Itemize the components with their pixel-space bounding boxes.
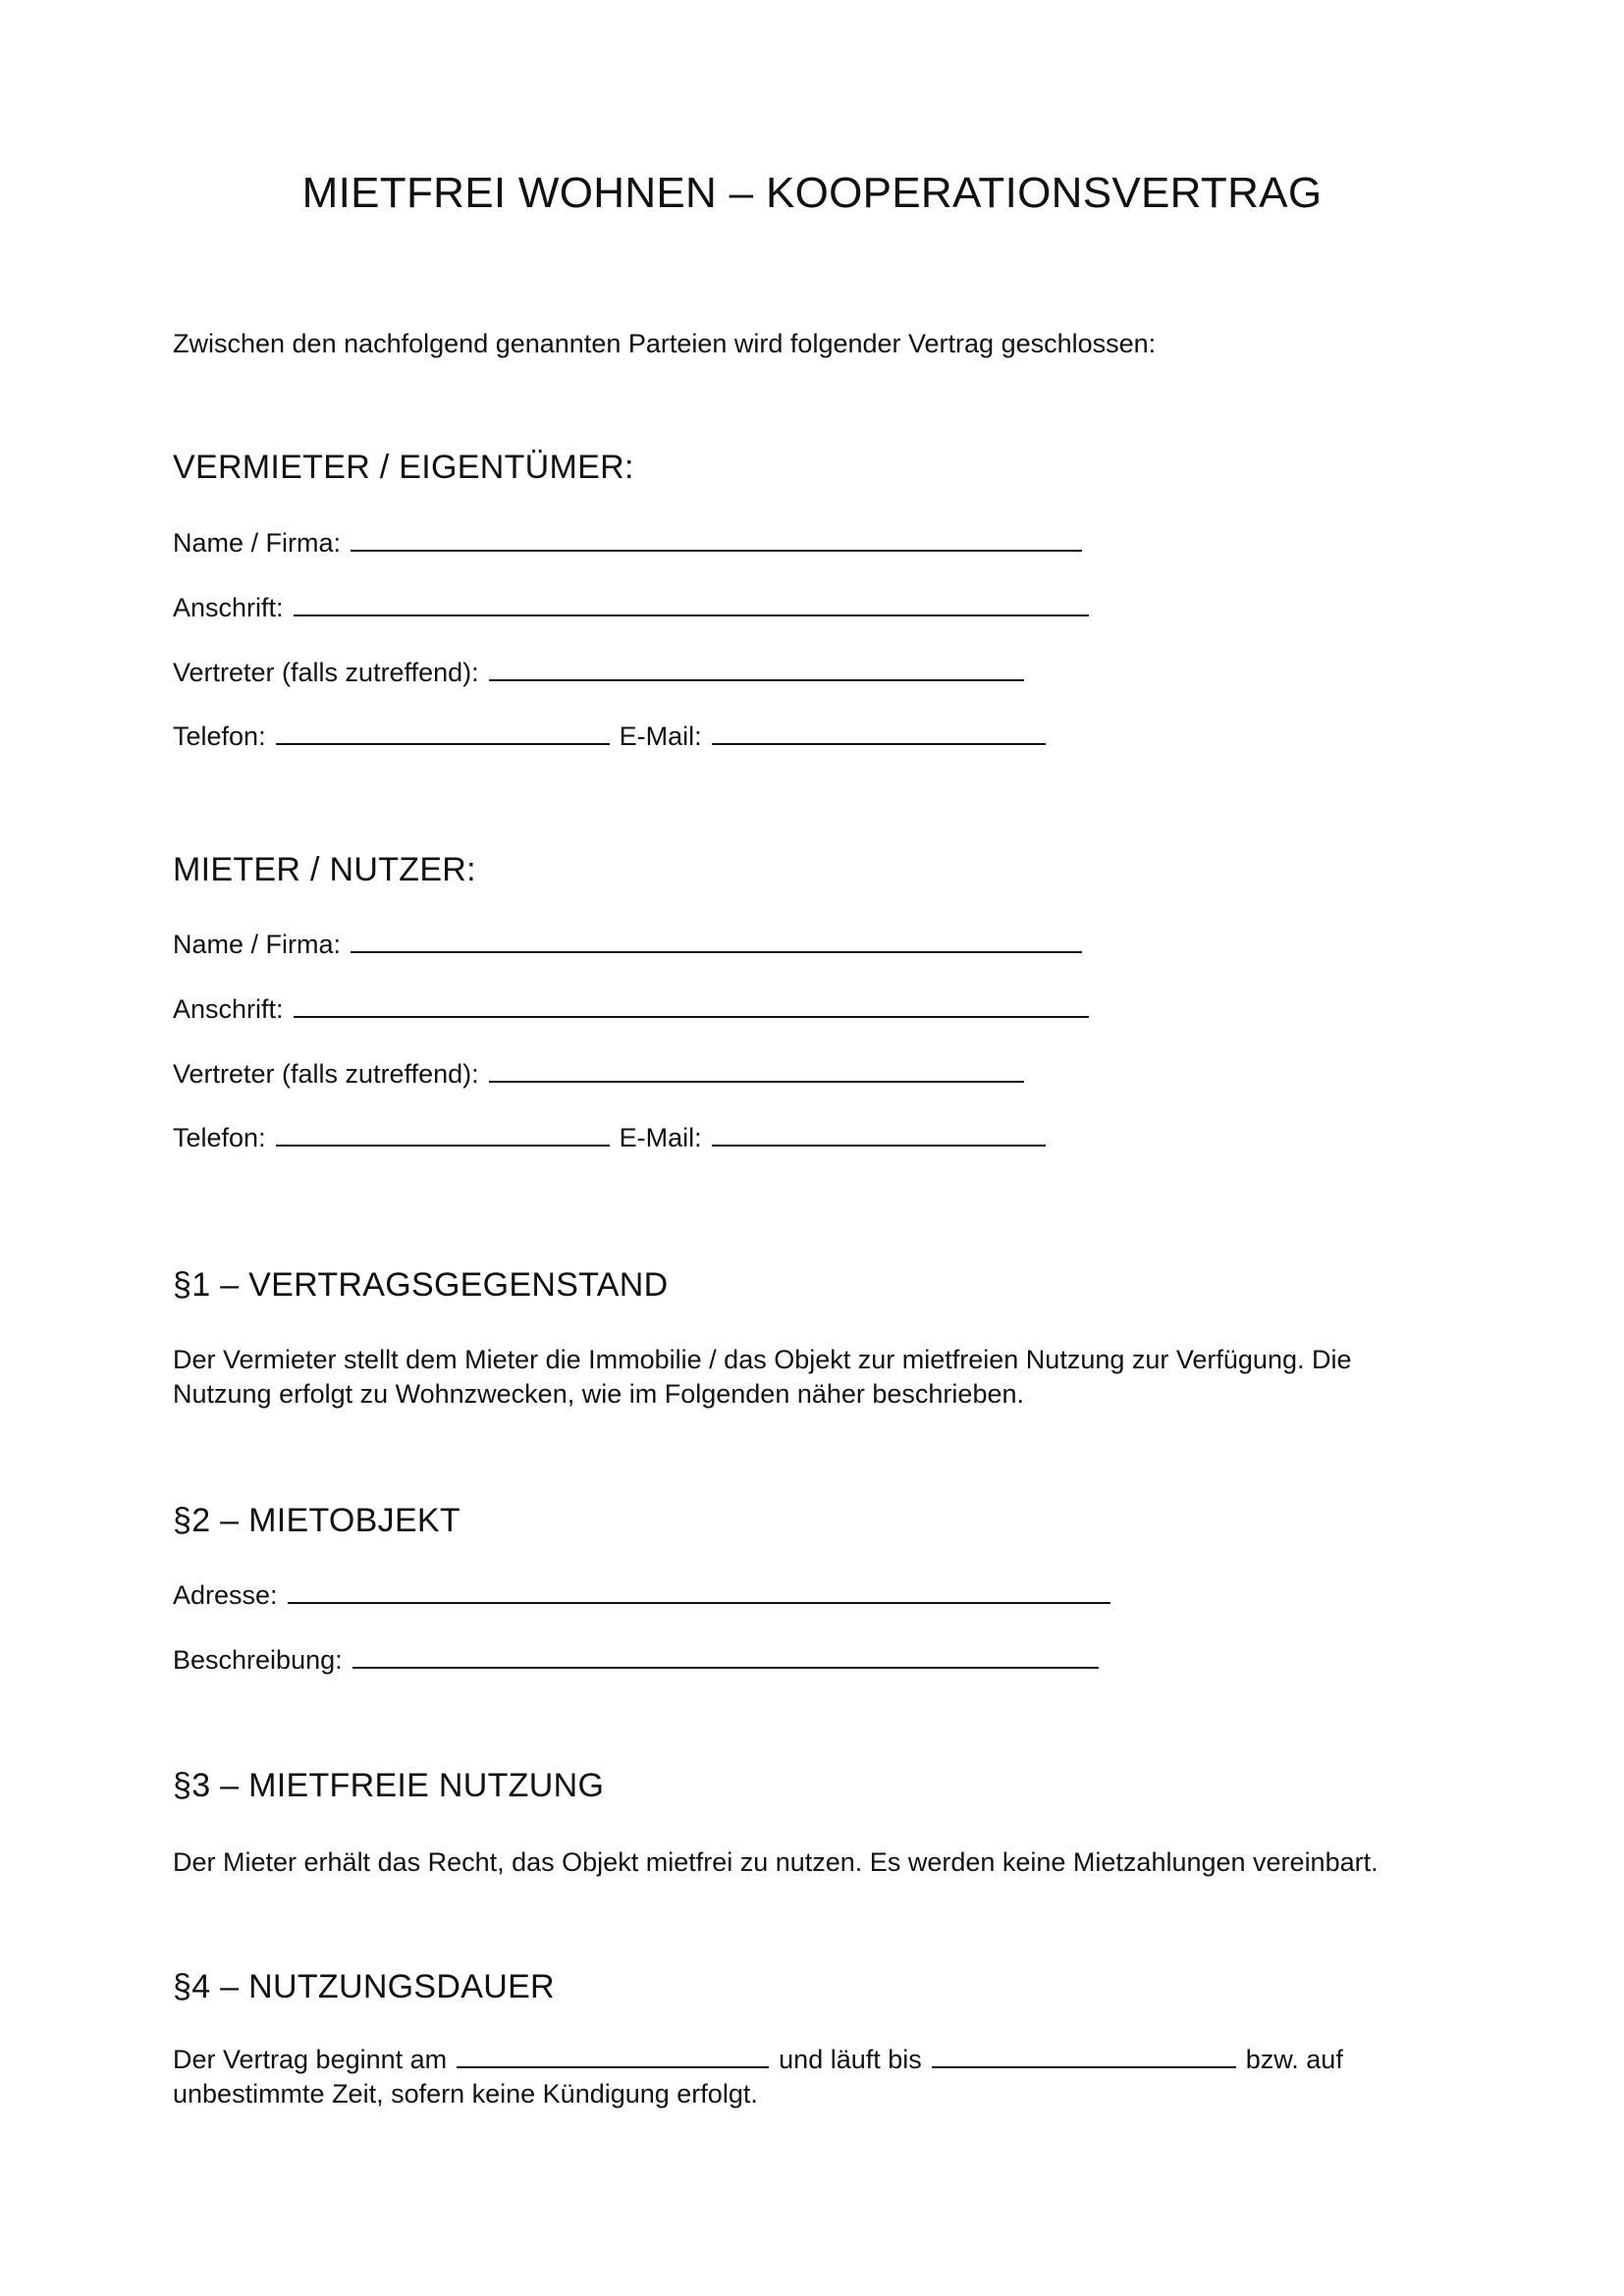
- intro-text: Zwischen den nachfolgend genannten Parteien wird folgender Vertrag geschlossen:: [173, 329, 1157, 358]
- section-4-heading: §4 – NUTZUNGSDAUER: [173, 1968, 555, 2005]
- tenant-name-field[interactable]: [351, 930, 1082, 953]
- duration-text-end: bzw. auf: [1245, 2045, 1343, 2074]
- duration-text-mid: und läuft bis: [779, 2045, 922, 2074]
- duration-row-2: unbestimmte Zeit, sofern keine Kündigung erfolgt.: [173, 2079, 758, 2109]
- object-description-row: [173, 1645, 1099, 1676]
- tenant-contact-row: [173, 1123, 1046, 1153]
- tenant-address-row: [173, 994, 1089, 1025]
- landlord-address-field[interactable]: [294, 593, 1089, 616]
- object-description-field[interactable]: [352, 1645, 1099, 1669]
- tenant-address-label: Anschrift:: [173, 994, 284, 1024]
- tenant-phone-label: Telefon:: [173, 1123, 266, 1152]
- section-2-heading: §2 – MIETOBJEKT: [173, 1502, 460, 1539]
- section-3-heading: §3 – MIETFREIE NUTZUNG: [173, 1767, 605, 1804]
- duration-text-start: Der Vertrag beginnt am: [173, 2045, 448, 2074]
- landlord-phone-field[interactable]: [276, 721, 610, 745]
- object-address-field[interactable]: [288, 1580, 1110, 1604]
- landlord-email-label: E-Mail:: [619, 721, 702, 751]
- section-3-text: Der Mieter erhält das Recht, das Objekt mietfrei zu nutzen. Es werden keine Mietzahlungen vereinbart.: [173, 1847, 1379, 1877]
- end-date-field[interactable]: [932, 2045, 1236, 2068]
- landlord-rep-row: [173, 658, 1024, 688]
- tenant-name-label: Name / Firma:: [173, 930, 342, 959]
- document-title: MIETFREI WOHNEN – KOOPERATIONSVERTRAG: [301, 169, 1323, 217]
- landlord-name-row: [173, 528, 1082, 559]
- section-1-heading: §1 – VERTRAGSGEGENSTAND: [173, 1266, 669, 1304]
- landlord-phone-label: Telefon:: [173, 721, 266, 751]
- tenant-rep-label: Vertreter (falls zutreffend):: [173, 1059, 479, 1089]
- section-1-text: Der Vermieter stellt dem Mieter die Immobilie / das Objekt zur mietfreien Nutzung zur Verfügung. Die Nutzung erfolgt zu Wohnzwecken, wie im Folgenden näher beschrieben.: [173, 1345, 1352, 1409]
- start-date-field[interactable]: [457, 2045, 769, 2068]
- landlord-heading: VERMIETER / EIGENTÜMER:: [173, 449, 634, 486]
- duration-row: [173, 2045, 1343, 2075]
- landlord-name-field[interactable]: [351, 528, 1082, 552]
- tenant-heading: MIETER / NUTZER:: [173, 851, 476, 888]
- landlord-contact-row: [173, 721, 1046, 752]
- landlord-rep-field[interactable]: [489, 658, 1024, 681]
- landlord-email-field[interactable]: [712, 721, 1046, 745]
- tenant-rep-field[interactable]: [489, 1059, 1024, 1083]
- tenant-name-row: [173, 930, 1082, 960]
- tenant-address-field[interactable]: [294, 994, 1089, 1018]
- tenant-email-field[interactable]: [712, 1123, 1046, 1147]
- landlord-name-label: Name / Firma:: [173, 528, 342, 558]
- object-address-row: [173, 1580, 1110, 1611]
- object-address-label: Adresse:: [173, 1580, 278, 1610]
- tenant-phone-field[interactable]: [276, 1123, 610, 1147]
- object-description-label: Beschreibung:: [173, 1645, 343, 1675]
- tenant-email-label: E-Mail:: [619, 1123, 702, 1152]
- tenant-rep-row: [173, 1059, 1024, 1090]
- landlord-rep-label: Vertreter (falls zutreffend):: [173, 658, 479, 687]
- landlord-address-row: [173, 593, 1089, 623]
- landlord-address-label: Anschrift:: [173, 593, 284, 622]
